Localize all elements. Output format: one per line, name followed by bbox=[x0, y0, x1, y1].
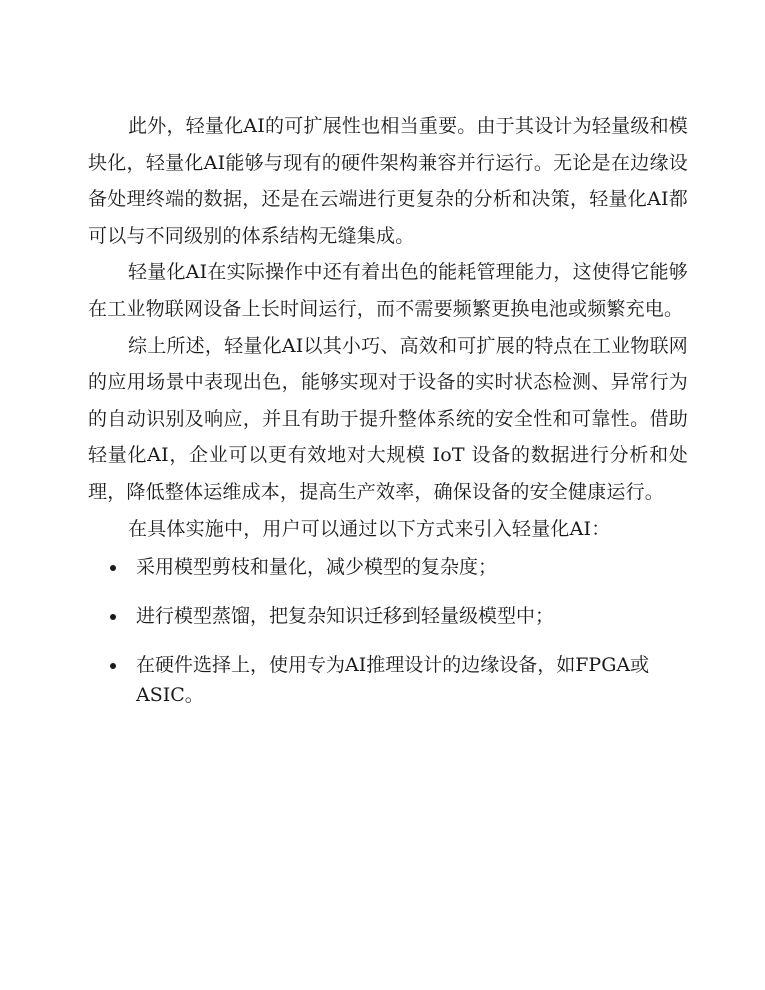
list-item-text: 在硬件选择上，使用专为AI推理设计的边缘设备，如FPGA或ASIC。 bbox=[136, 654, 650, 707]
bullet-icon bbox=[110, 663, 116, 669]
paragraph-implementation-intro: 在具体实施中，用户可以通过以下方式来引入轻量化AI： bbox=[128, 517, 611, 540]
document-page bbox=[88, 108, 688, 710]
list-item bbox=[88, 601, 688, 631]
paragraph-summary: 综上所述，轻量化AI以其小巧、高效和可扩展的特点在工业物联网的应用场景中表现出色，能够实现对于设备的实时状态检测、异常行为的自动识别及响应，并且有助于提升整体系统的安全性和可靠性。借助轻量化AI，企业可以更有效地对大规模 IoT 设备的数据进行分析和处理，降低整体运维成本，提高生产效率，确保设备的安全健康运行。 bbox=[88, 334, 688, 503]
bullet-icon bbox=[110, 565, 116, 571]
paragraph-energy: 轻量化AI在实际操作中还有着出色的能耗管理能力，这使得它能够在工业物联网设备上长时间运行，而不需要频繁更换电池或频繁充电。 bbox=[88, 261, 688, 320]
list-item-text: 进行模型蒸馏，把复杂知识迁移到轻量级模型中； bbox=[136, 605, 555, 628]
list-item bbox=[88, 552, 688, 582]
bullet-icon bbox=[110, 614, 116, 620]
implementation-list bbox=[88, 552, 688, 710]
paragraph-scalability: 此外，轻量化AI的可扩展性也相当重要。由于其设计为轻量级和模块化，轻量化AI能够与现有的硬件架构兼容并行运行。无论是在边缘设备处理终端的数据，还是在云端进行更复杂的分析和决策，轻量化AI都可以与不同级别的体系结构无缝集成。 bbox=[88, 115, 688, 247]
list-item bbox=[88, 650, 688, 710]
list-item-text: 采用模型剪枝和量化，减少模型的复杂度； bbox=[136, 556, 498, 579]
